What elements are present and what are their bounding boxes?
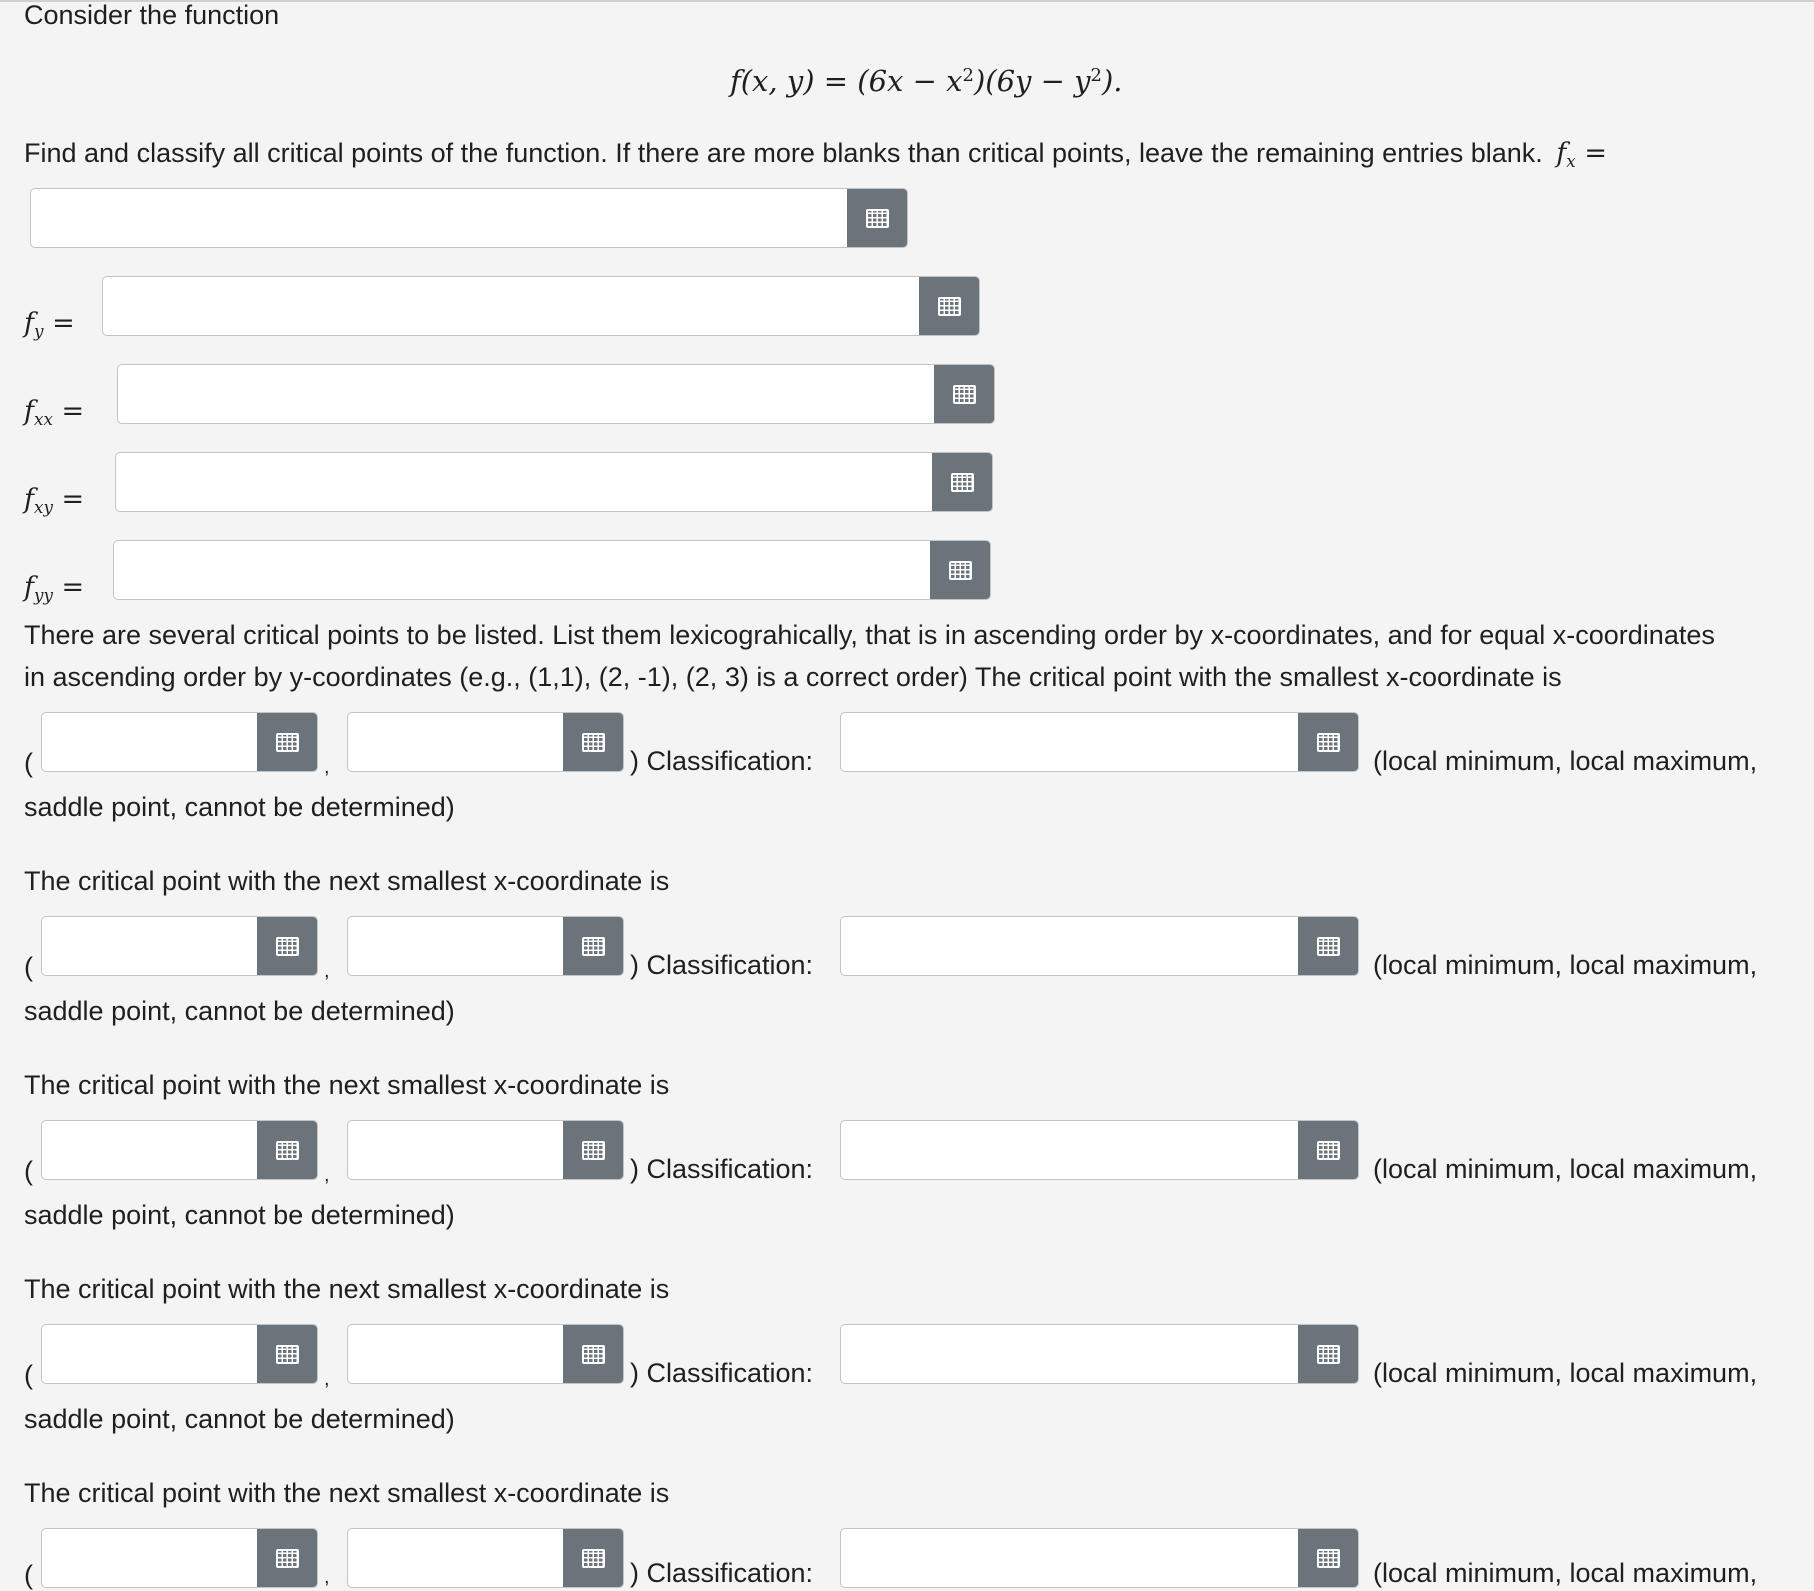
grid-icon	[1317, 733, 1340, 752]
point-5-x-field[interactable]	[41, 1528, 318, 1588]
instructions-text: Find and classify all critical points of the function. If there are more blanks than critical points, leave the remaining entries blank. $f_x$ =	[24, 138, 1607, 172]
fxy-matrix-button[interactable]	[932, 453, 992, 511]
point-3-x-field[interactable]	[41, 1120, 318, 1180]
point-3-classification-field[interactable]	[840, 1120, 1359, 1180]
point-1-y-field[interactable]	[347, 712, 624, 772]
open-paren: (	[24, 952, 33, 982]
classification-options-line1: (local minimum, local maximum,	[1373, 1358, 1758, 1388]
fyy-input[interactable]	[114, 541, 930, 599]
classification-options-line1: (local minimum, local maximum,	[1373, 746, 1758, 776]
point-2-x-input[interactable]	[42, 917, 257, 975]
comma: ,	[324, 756, 330, 778]
fxx-matrix-button[interactable]	[934, 365, 994, 423]
point-5-classification-input[interactable]	[841, 1529, 1298, 1587]
fxx-field[interactable]	[117, 364, 995, 424]
point-1-classification-field[interactable]	[840, 712, 1359, 772]
point-1-x-input[interactable]	[42, 713, 257, 771]
classification-label: ) Classification:	[630, 950, 814, 980]
fx-field[interactable]	[30, 188, 908, 248]
open-paren: (	[24, 1360, 33, 1390]
point-3-classification-input[interactable]	[841, 1121, 1298, 1179]
point-2-y-matrix-button[interactable]	[563, 917, 623, 975]
classification-options-line2: saddle point, cannot be determined)	[24, 1404, 455, 1434]
grid-icon	[582, 1141, 605, 1160]
point-3-y-matrix-button[interactable]	[563, 1121, 623, 1179]
point-2-x-matrix-button[interactable]	[257, 917, 317, 975]
grid-icon	[949, 561, 972, 580]
point-4-x-field[interactable]	[41, 1324, 318, 1384]
grid-icon	[582, 1345, 605, 1364]
fy-field[interactable]	[102, 276, 980, 336]
point-3-x-input[interactable]	[42, 1121, 257, 1179]
fxy-label: $f_{xy}$ =	[24, 484, 85, 518]
point-5-x-matrix-button[interactable]	[257, 1529, 317, 1587]
grid-icon	[582, 733, 605, 752]
grid-icon	[866, 209, 889, 228]
open-paren: (	[24, 1560, 33, 1590]
next-point-text: The critical point with the next smallest x-coordinate is	[24, 1070, 670, 1100]
grid-icon	[276, 937, 299, 956]
fx-matrix-button[interactable]	[847, 189, 907, 247]
point-4-y-matrix-button[interactable]	[563, 1325, 623, 1383]
point-1-x-matrix-button[interactable]	[257, 713, 317, 771]
classification-label: ) Classification:	[630, 746, 814, 776]
point-5-y-field[interactable]	[347, 1528, 624, 1588]
fx-input[interactable]	[31, 189, 847, 247]
next-point-text: The critical point with the next smallest x-coordinate is	[24, 866, 670, 896]
point-2-y-field[interactable]	[347, 916, 624, 976]
point-2-classification-field[interactable]	[840, 916, 1359, 976]
point-1-classification-matrix-button[interactable]	[1298, 713, 1358, 771]
point-1-classification-input[interactable]	[841, 713, 1298, 771]
function-display: f(x, $y) = (6x - x^2)(6y - y^2)$.	[730, 64, 1123, 98]
point-3-y-field[interactable]	[347, 1120, 624, 1180]
listing-instructions-line2: in ascending order by y-coordinates (e.g., (1,1), (2, -1), (2, 3) is a correct order) The critical point with the smallest x-coordinate is	[24, 662, 1562, 692]
point-1-y-input[interactable]	[348, 713, 563, 771]
next-point-text: The critical point with the next smallest x-coordinate is	[24, 1478, 670, 1508]
point-4-classification-matrix-button[interactable]	[1298, 1325, 1358, 1383]
point-5-y-input[interactable]	[348, 1529, 563, 1587]
grid-icon	[1317, 1141, 1340, 1160]
classification-options-line2: saddle point, cannot be determined)	[24, 996, 455, 1026]
classification-options-line2: saddle point, cannot be determined)	[24, 1200, 455, 1230]
comma: ,	[324, 1566, 330, 1588]
open-paren: (	[24, 748, 33, 778]
point-4-classification-input[interactable]	[841, 1325, 1298, 1383]
grid-icon	[938, 297, 961, 316]
point-5-classification-field[interactable]	[840, 1528, 1359, 1588]
point-5-y-matrix-button[interactable]	[563, 1529, 623, 1587]
open-paren: (	[24, 1156, 33, 1186]
grid-icon	[951, 473, 974, 492]
fy-input[interactable]	[103, 277, 919, 335]
grid-icon	[582, 937, 605, 956]
classification-options-line2: saddle point, cannot be determined)	[24, 792, 455, 822]
point-4-y-input[interactable]	[348, 1325, 563, 1383]
fyy-matrix-button[interactable]	[930, 541, 990, 599]
point-4-x-matrix-button[interactable]	[257, 1325, 317, 1383]
grid-icon	[1317, 1549, 1340, 1568]
fy-matrix-button[interactable]	[919, 277, 979, 335]
point-2-x-field[interactable]	[41, 916, 318, 976]
fx-label: $f_x$ =	[1556, 138, 1607, 172]
point-4-y-field[interactable]	[347, 1324, 624, 1384]
comma: ,	[324, 1164, 330, 1186]
fxx-label: $f_{xx}$ =	[24, 396, 85, 430]
point-3-y-input[interactable]	[348, 1121, 563, 1179]
classification-label: ) Classification:	[630, 1154, 814, 1184]
fyy-label: $f_{yy}$ =	[24, 572, 85, 606]
grid-icon	[276, 1141, 299, 1160]
point-2-y-input[interactable]	[348, 917, 563, 975]
comma: ,	[324, 960, 330, 982]
point-4-classification-field[interactable]	[840, 1324, 1359, 1384]
classification-options-line1: (local minimum, local maximum,	[1373, 950, 1758, 980]
fxx-input[interactable]	[118, 365, 934, 423]
fyy-field[interactable]	[113, 540, 991, 600]
point-1-y-matrix-button[interactable]	[563, 713, 623, 771]
point-2-classification-matrix-button[interactable]	[1298, 917, 1358, 975]
fxy-input[interactable]	[116, 453, 932, 511]
grid-icon	[1317, 937, 1340, 956]
classification-options-line1: (local minimum, local maximum,	[1373, 1558, 1758, 1588]
grid-icon	[582, 1549, 605, 1568]
fxy-field[interactable]	[115, 452, 993, 512]
point-3-classification-matrix-button[interactable]	[1298, 1121, 1358, 1179]
grid-icon	[953, 385, 976, 404]
fy-label: $f_y$ =	[24, 308, 75, 342]
point-4-x-input[interactable]	[42, 1325, 257, 1383]
classification-label: ) Classification:	[630, 1358, 814, 1388]
grid-icon	[276, 1345, 299, 1364]
grid-icon	[276, 733, 299, 752]
intro-text: Consider the function	[24, 0, 280, 30]
grid-icon	[1317, 1345, 1340, 1364]
grid-icon	[276, 1549, 299, 1568]
listing-instructions-line1: There are several critical points to be listed. List them lexicograhically, that is in ascending order by x-coordinates, and for equal x-coordinates	[24, 620, 1715, 650]
point-1-x-field[interactable]	[41, 712, 318, 772]
classification-options-line1: (local minimum, local maximum,	[1373, 1154, 1758, 1184]
point-2-classification-input[interactable]	[841, 917, 1298, 975]
point-5-x-input[interactable]	[42, 1529, 257, 1587]
point-5-classification-matrix-button[interactable]	[1298, 1529, 1358, 1587]
point-3-x-matrix-button[interactable]	[257, 1121, 317, 1179]
next-point-text: The critical point with the next smallest x-coordinate is	[24, 1274, 670, 1304]
comma: ,	[324, 1368, 330, 1390]
classification-label: ) Classification:	[630, 1558, 814, 1588]
